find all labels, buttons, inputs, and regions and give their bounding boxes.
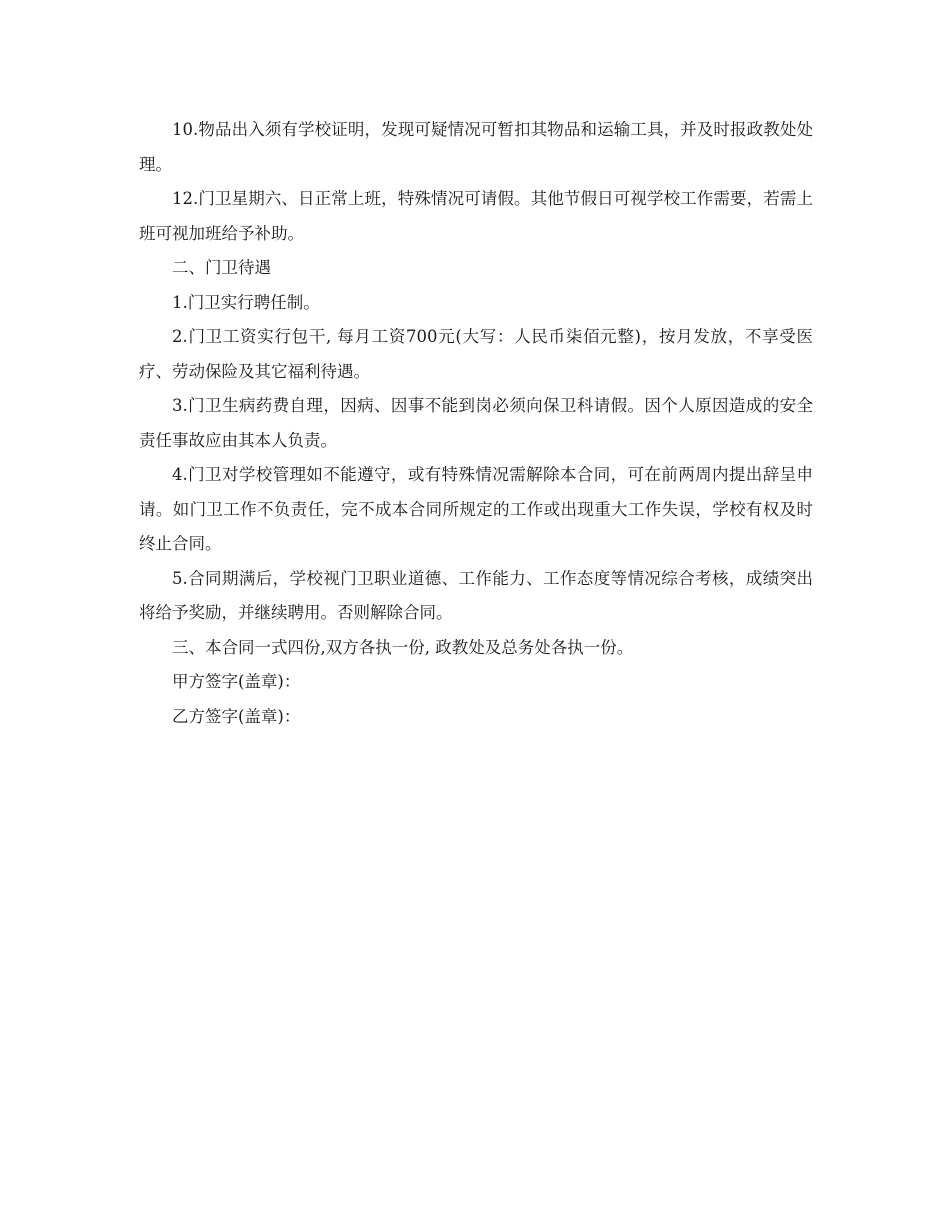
document-body xyxy=(139,113,813,734)
clause-12: 12.门卫星期六、日正常上班，特殊情况可请假。其他节假日可视学校工作需要，若需上班可视加班给予补助。 xyxy=(139,189,813,243)
benefit-2: 2.门卫工资实行包干, 每月工资700元(大写：人民币柒佰元整)，按月发放，不享受医疗、劳动保险及其它福利待遇。 xyxy=(139,327,813,381)
party-b-signature-line: 乙方签字(盖章)： xyxy=(172,706,301,726)
benefit-5: 5.合同期满后，学校视门卫职业道德、工作能力、工作态度等情况综合考核，成绩突出将给予奖励，并继续聘用。否则解除合同。 xyxy=(139,568,813,622)
section-heading-copies: 三、本合同一式四份,双方各执一份, 政教处及总务处各执一份。 xyxy=(172,637,634,657)
party-a-signature-line: 甲方签字(盖章)： xyxy=(172,672,301,691)
section-heading-guard-benefits: 二、门卫待遇 xyxy=(172,258,271,277)
benefit-4: 4.门卫对学校管理如不能遵守，或有特殊情况需解除本合同，可在前两周内提出辞呈申请。如门卫工作不负责任，完不成本合同所规定的工作或出现重大工作失误，学校有权及时终止合同。 xyxy=(139,465,813,553)
benefit-3: 3.门卫生病药费自理，因病、因事不能到岗必须向保卫科请假。因个人原因造成的安全责任事故应由其本人负责。 xyxy=(139,396,813,450)
clause-10: 10.物品出入须有学校证明，发现可疑情况可暂扣其物品和运输工具，并及时报政教处处理。 xyxy=(139,120,813,174)
benefit-1: 1.门卫实行聘任制。 xyxy=(172,292,320,312)
